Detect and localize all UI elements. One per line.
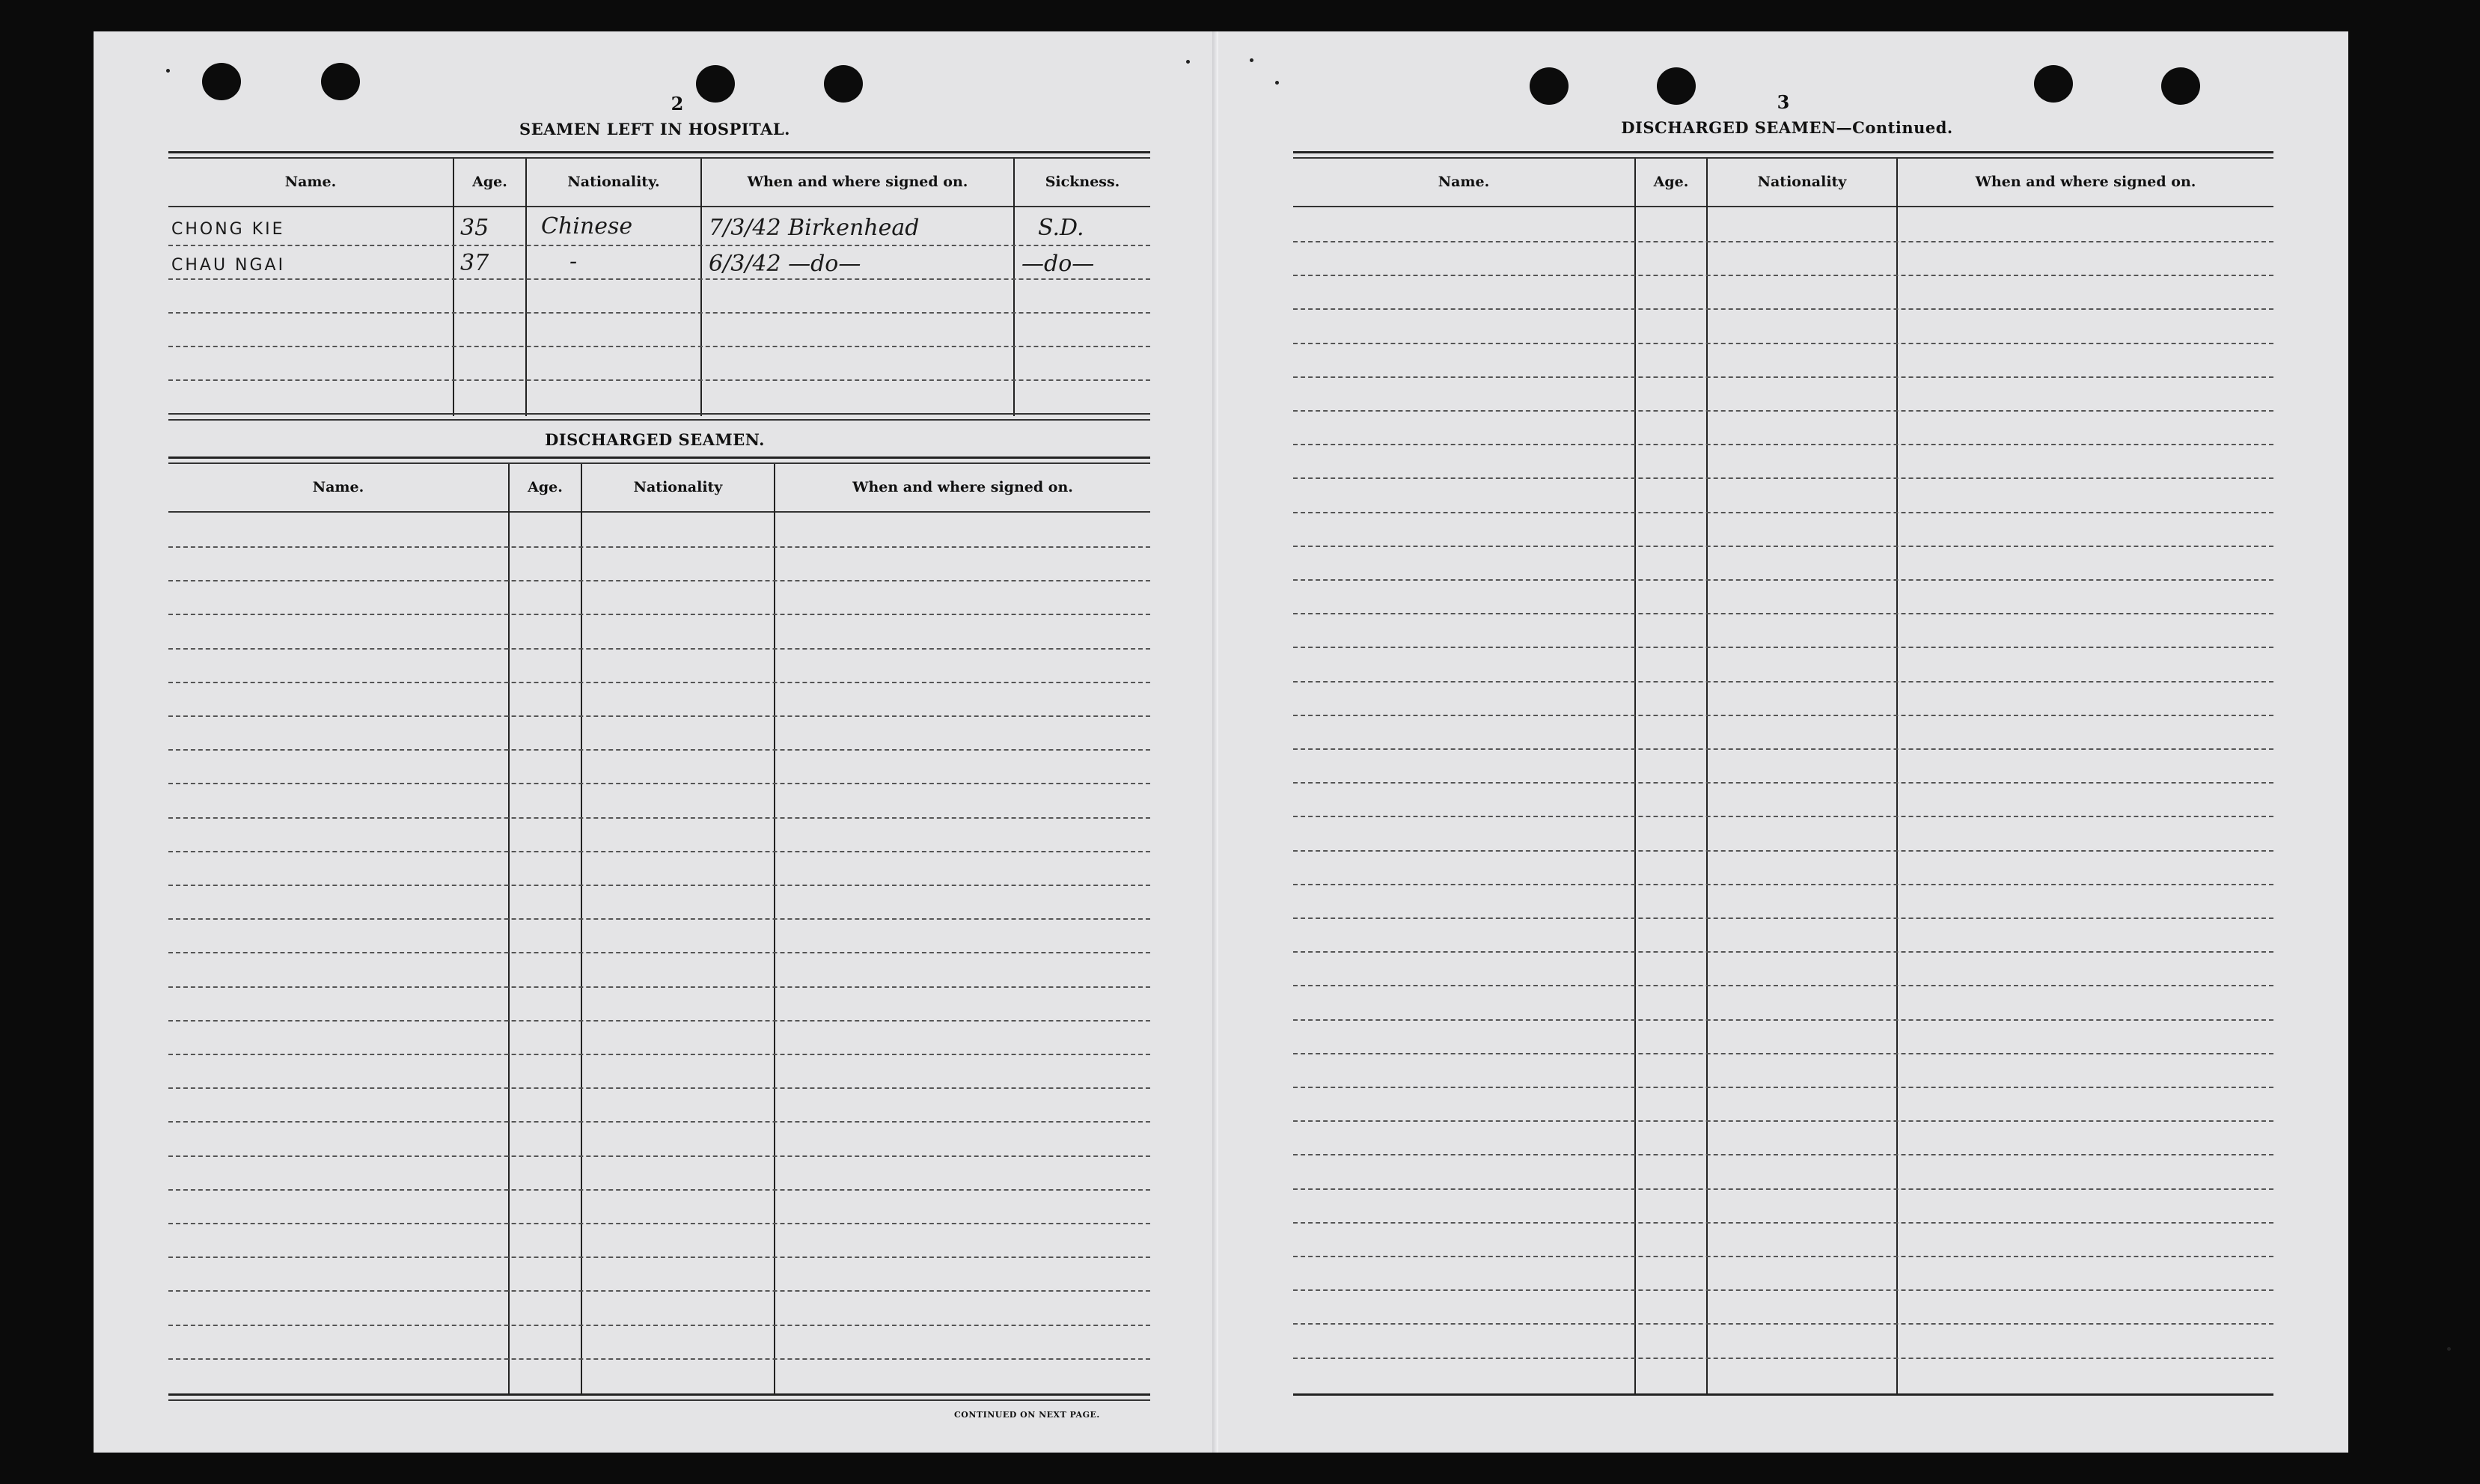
discharged-col-divider: [508, 464, 510, 1393]
ruled-row-line: [168, 952, 1150, 953]
ruled-row-line: [1293, 444, 2273, 445]
ruled-row-line: [168, 648, 1150, 650]
ruled-row-line: [1293, 241, 2273, 242]
right-top-rule: [1293, 151, 2273, 153]
discharged-section-title: DISCHARGED SEAMEN.: [545, 430, 765, 449]
right-header-nationality: Nationality: [1757, 174, 1847, 190]
hospital-header-sickness: Sickness.: [1045, 174, 1120, 190]
ruled-row-line: [1293, 884, 2273, 885]
discharged-upper-rule: [168, 419, 1150, 421]
ruled-row-line: [168, 1189, 1150, 1191]
ruled-row-line: [1293, 1019, 2273, 1021]
punch-hole: [2034, 65, 2073, 103]
ruled-row-line: [1293, 681, 2273, 683]
hospital-top-rule: [168, 151, 1150, 153]
ruled-row-line: [1293, 1053, 2273, 1054]
discharged-col-divider: [774, 464, 775, 1393]
ruled-row-line: [168, 749, 1150, 751]
ruled-row-line: [1293, 1188, 2273, 1190]
punch-hole: [321, 63, 360, 100]
ruled-row-line: [1293, 308, 2273, 310]
ruled-row-line: [1293, 546, 2273, 547]
ruled-row-line: [1293, 1289, 2273, 1291]
ruled-row-line: [1293, 275, 2273, 276]
ruled-row-line: [1293, 1256, 2273, 1257]
hospital-col-divider: [700, 159, 702, 416]
ruled-row-line: [168, 614, 1150, 615]
hospital-row-2-nationality: -: [569, 248, 578, 275]
hospital-header-signed-on: When and where signed on.: [747, 174, 968, 190]
hospital-row-1-name: CHONG KIE: [171, 220, 285, 239]
right-header-age: Age.: [1653, 174, 1689, 190]
scan-speck: [1250, 58, 1253, 62]
ruled-row-line: [1293, 748, 2273, 750]
ruled-row-line: [1293, 1087, 2273, 1088]
hospital-row-2-sickness: —do—: [1021, 251, 1095, 277]
ruled-row-line: [168, 918, 1150, 920]
right-page: [1218, 31, 2348, 1453]
ruled-row-line: [168, 715, 1150, 717]
discharged-continued-title: DISCHARGED SEAMEN—Continued.: [1621, 118, 1953, 137]
discharged-header-age: Age.: [528, 479, 563, 495]
page-number: 2: [671, 93, 684, 114]
hospital-header-nationality: Nationality.: [567, 174, 660, 190]
hospital-row-line: [168, 245, 1150, 246]
ruled-row-line: [168, 580, 1150, 581]
discharged-header-rule: [168, 511, 1150, 513]
ruled-row-line: [1293, 579, 2273, 581]
ruled-row-line: [168, 1087, 1150, 1089]
right-header-signed-on: When and where signed on.: [1975, 174, 2196, 190]
ruled-row-line: [168, 1020, 1150, 1022]
ruled-row-line: [168, 851, 1150, 852]
hospital-row-1-signed-on: 7/3/42 Birkenhead: [709, 215, 920, 241]
hospital-row-line: [168, 312, 1150, 314]
discharged-top-rule-2: [168, 462, 1150, 464]
scan-speck: [1186, 60, 1190, 64]
ruled-row-line: [168, 885, 1150, 886]
punch-hole: [824, 65, 863, 103]
ruled-row-line: [168, 986, 1150, 988]
scan-speck: [166, 69, 170, 73]
left-page: [94, 31, 1218, 1453]
ruled-row-line: [1293, 613, 2273, 614]
hospital-row-line: [168, 379, 1150, 381]
ruled-row-line: [168, 1358, 1150, 1360]
hospital-section-title: SEAMEN LEFT IN HOSPITAL.: [519, 120, 790, 138]
right-header-name: Name.: [1438, 174, 1490, 190]
left-bottom-rule: [168, 1393, 1150, 1396]
scan-speck: [2447, 1347, 2451, 1351]
ruled-row-line: [1293, 647, 2273, 648]
ruled-row-line: [168, 1121, 1150, 1123]
hospital-row-1-sickness: S.D.: [1038, 215, 1084, 241]
hospital-header-age: Age.: [472, 174, 507, 190]
ruled-row-line: [1293, 985, 2273, 986]
right-header-rule: [1293, 206, 2273, 207]
ruled-row-line: [1293, 850, 2273, 852]
right-top-rule-2: [1293, 157, 2273, 159]
ruled-row-line: [168, 1325, 1150, 1326]
ruled-row-line: [1293, 816, 2273, 817]
hospital-row-2-signed-on: 6/3/42 —do—: [709, 251, 861, 277]
ruled-row-line: [1293, 410, 2273, 412]
ruled-row-line: [1293, 376, 2273, 378]
hospital-col-divider: [453, 159, 454, 416]
left-bottom-rule-2: [168, 1399, 1150, 1401]
hospital-row-line: [168, 346, 1150, 347]
hospital-row-1-age: 35: [460, 215, 489, 241]
hospital-row-2-name: CHAU NGAI: [171, 256, 286, 275]
hospital-row-line: [168, 278, 1150, 280]
hospital-col-divider: [525, 159, 527, 416]
ruled-row-line: [1293, 1154, 2273, 1155]
ruled-row-line: [168, 783, 1150, 784]
discharged-header-signed-on: When and where signed on.: [852, 479, 1073, 495]
hospital-row-2-age: 37: [460, 250, 489, 276]
ruled-row-line: [1293, 782, 2273, 784]
ruled-row-line: [168, 1223, 1150, 1224]
hospital-header-name: Name.: [284, 174, 337, 190]
punch-hole: [1657, 67, 1696, 105]
page-number: 3: [1777, 91, 1790, 113]
ruled-row-line: [168, 817, 1150, 819]
ruled-row-line: [1293, 1358, 2273, 1359]
ruled-row-line: [168, 546, 1150, 548]
hospital-col-divider: [1013, 159, 1015, 416]
ruled-row-line: [1293, 512, 2273, 513]
ruled-row-line: [1293, 477, 2273, 479]
ruled-row-line: [1293, 1323, 2273, 1325]
right-bottom-rule: [1293, 1393, 2273, 1396]
discharged-header-name: Name.: [312, 479, 364, 495]
ruled-row-line: [168, 1290, 1150, 1292]
ruled-row-line: [1293, 917, 2273, 919]
hospital-header-rule: [168, 206, 1150, 207]
ruled-row-line: [1293, 1222, 2273, 1224]
discharged-col-divider: [581, 464, 582, 1393]
discharged-header-nationality: Nationality: [633, 479, 723, 495]
hospital-top-rule-2: [168, 157, 1150, 159]
discharged-top-rule: [168, 457, 1150, 459]
hospital-bottom-rule: [168, 413, 1150, 415]
ruled-row-line: [1293, 715, 2273, 716]
ruled-row-line: [1293, 343, 2273, 344]
hospital-row-1-nationality: Chinese: [541, 213, 633, 239]
ruled-row-line: [168, 1256, 1150, 1258]
continued-footer: CONTINUED ON NEXT PAGE.: [954, 1410, 1100, 1420]
ruled-row-line: [1293, 951, 2273, 953]
punch-hole: [202, 63, 241, 100]
punch-hole: [2161, 67, 2200, 105]
scan-speck: [1275, 81, 1279, 85]
ruled-row-line: [1293, 1120, 2273, 1122]
ruled-row-line: [168, 1054, 1150, 1055]
punch-hole: [1530, 67, 1569, 105]
ruled-row-line: [168, 682, 1150, 683]
ruled-row-line: [168, 1155, 1150, 1157]
